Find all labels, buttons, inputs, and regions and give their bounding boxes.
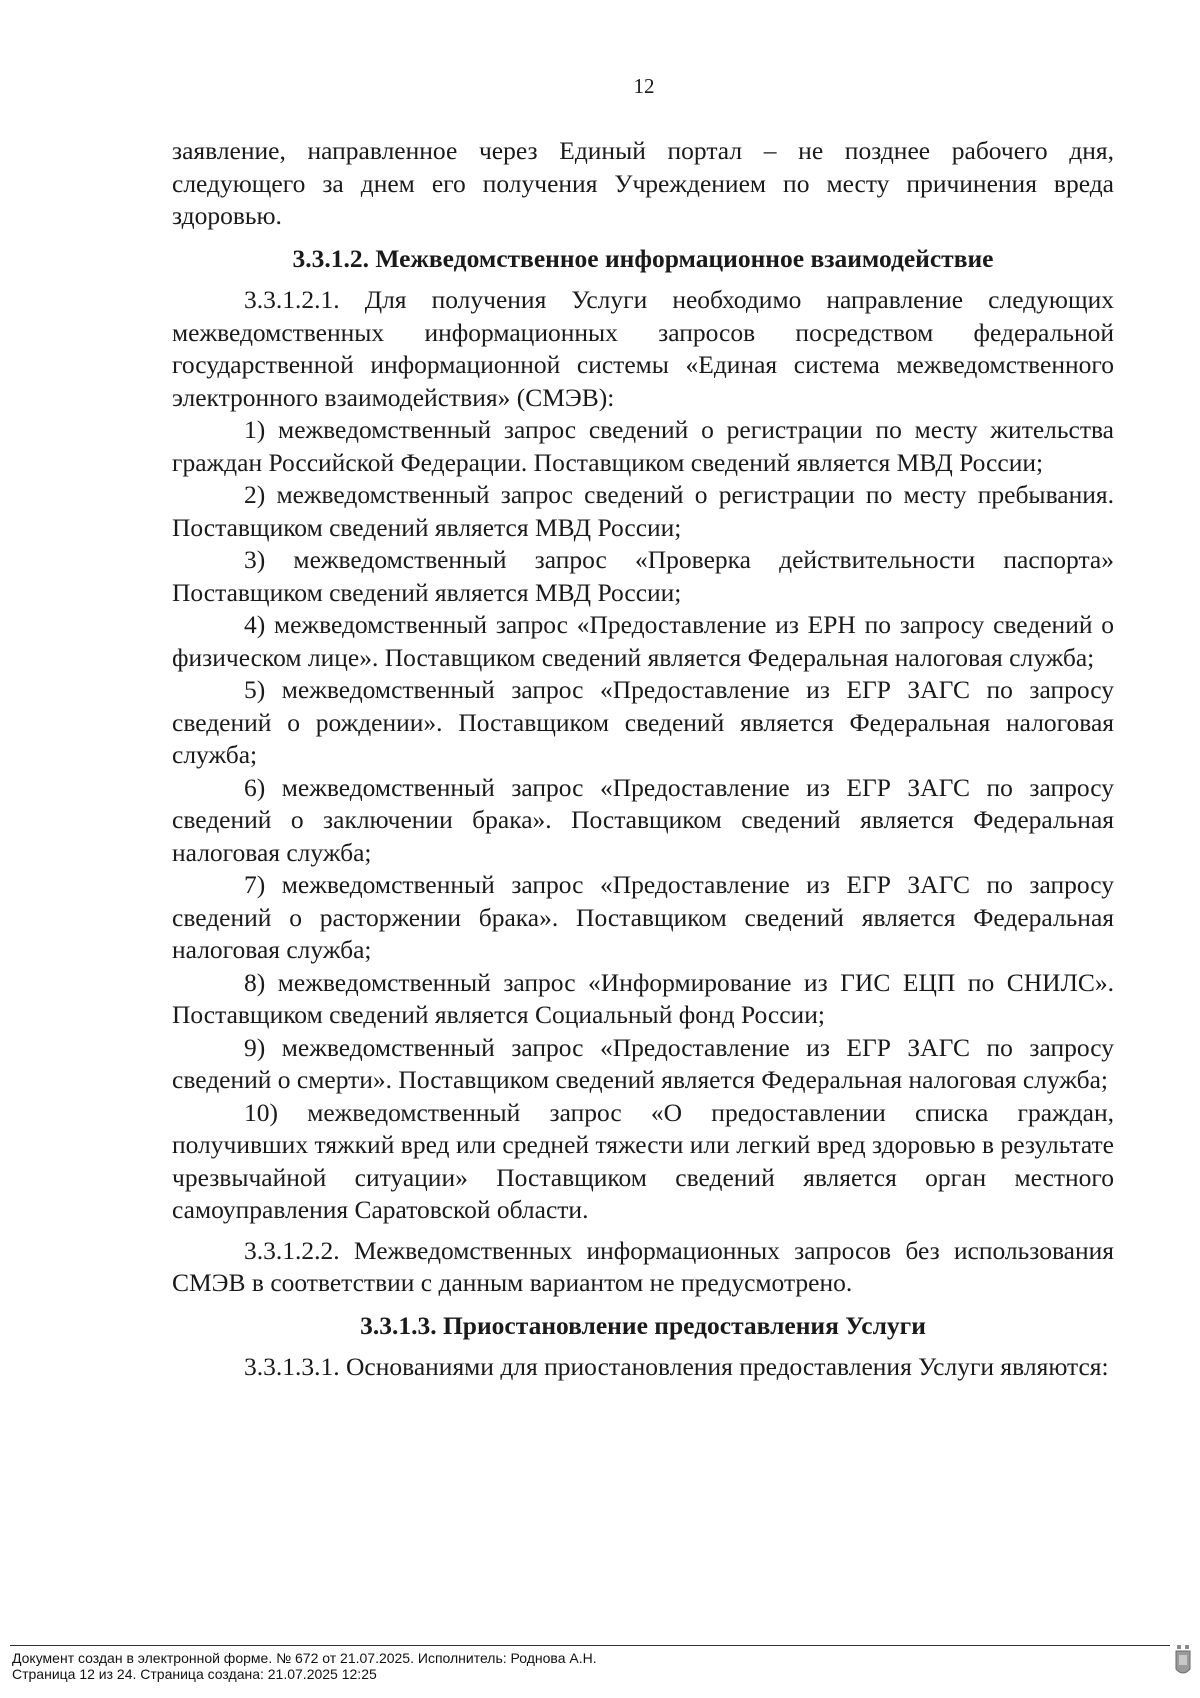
document-body: [172, 135, 1114, 1384]
footer-line-2: Страница 12 из 24. Страница создана: 21.07.2025 12:25: [12, 1666, 377, 1682]
paragraph-3-3-1-2-1: 3.3.1.2.1. Для получения Услуги необходимо направление следующих межведомственных информационных запросов посредством федеральной государственной информационной системы «Единая система межведомственного электронного взаимодействия» (СМЭВ):: [172, 285, 1114, 412]
list-item-2: 2) межведомственный запрос сведений о регистрации по месту пребывания. Поставщиком сведений является МВД России;: [172, 480, 1114, 542]
document-footer: [12, 1650, 597, 1682]
list-item-9: 9) межведомственный запрос «Предоставление из ЕГР ЗАГС по запросу сведений о смерти». Поставщиком сведений является Федеральная налоговая служба;: [172, 1032, 1114, 1094]
paragraph-3-3-1-3-1: 3.3.1.3.1. Основаниями для приостановления предоставления Услуги являются:: [244, 1352, 1109, 1381]
list-item-7: 7) межведомственный запрос «Предоставление из ЕГР ЗАГС по запросу сведений о расторжении брака». Поставщиком сведений является Федеральная налоговая служба;: [172, 870, 1114, 964]
list-item-4: 4) межведомственный запрос «Предоставление из ЕРН по запросу сведений о физическом лице». Поставщиком сведений является Федеральная налоговая служба;: [172, 610, 1114, 672]
coat-of-arms-icon: [1173, 1643, 1193, 1683]
footer-line-1: Документ создан в электронной форме. № 672 от 21.07.2025. Исполнитель: Роднова А.Н.: [12, 1650, 597, 1666]
list-item-10: 10) межведомственный запрос «О предоставлении списка граждан, получивших тяжкий вред или средней тяжести или легкий вред здоровью в результате чрезвычайной ситуации» Поставщиком сведений является орган местного самоуправления Саратовской области.: [172, 1097, 1114, 1224]
list-item-5: 5) межведомственный запрос «Предоставление из ЕГР ЗАГС по запросу сведений о рождении». Поставщиком сведений является Федеральная налоговая служба;: [172, 675, 1114, 769]
list-item-6: 6) межведомственный запрос «Предоставление из ЕГР ЗАГС по запросу сведений о заключении брака». Поставщиком сведений является Федеральная налоговая служба;: [172, 772, 1114, 867]
page-number: 12: [633, 74, 655, 98]
footer-divider: [10, 1645, 1170, 1646]
section-heading-3-3-1-3: 3.3.1.3. Приостановление предоставления Услуги: [360, 1310, 926, 1340]
list-item-1: 1) межведомственный запрос сведений о регистрации по месту жительства граждан Российской Федерации. Поставщиком сведений является МВД России;: [172, 415, 1114, 477]
list-item-3: 3) межведомственный запрос «Проверка действительности паспорта» Поставщиком сведений является МВД России;: [172, 545, 1114, 607]
paragraph-continuation: заявление, направленное через Единый портал – не позднее рабочего дня, следующего за днем его получения Учреждением по месту причинения вреда здоровью.: [172, 136, 1114, 230]
paragraph-3-3-1-2-2: 3.3.1.2.2. Межведомственных информационных запросов без использования СМЭВ в соответствии с данным вариантом не предусмотрено.: [172, 1235, 1114, 1297]
section-heading-3-3-1-2: 3.3.1.2. Межведомственное информационное взаимодействие: [292, 243, 994, 273]
list-item-8: 8) межведомственный запрос «Информирование из ГИС ЕЦП по СНИЛС». Поставщиком сведений является Социальный фонд России;: [172, 967, 1114, 1029]
